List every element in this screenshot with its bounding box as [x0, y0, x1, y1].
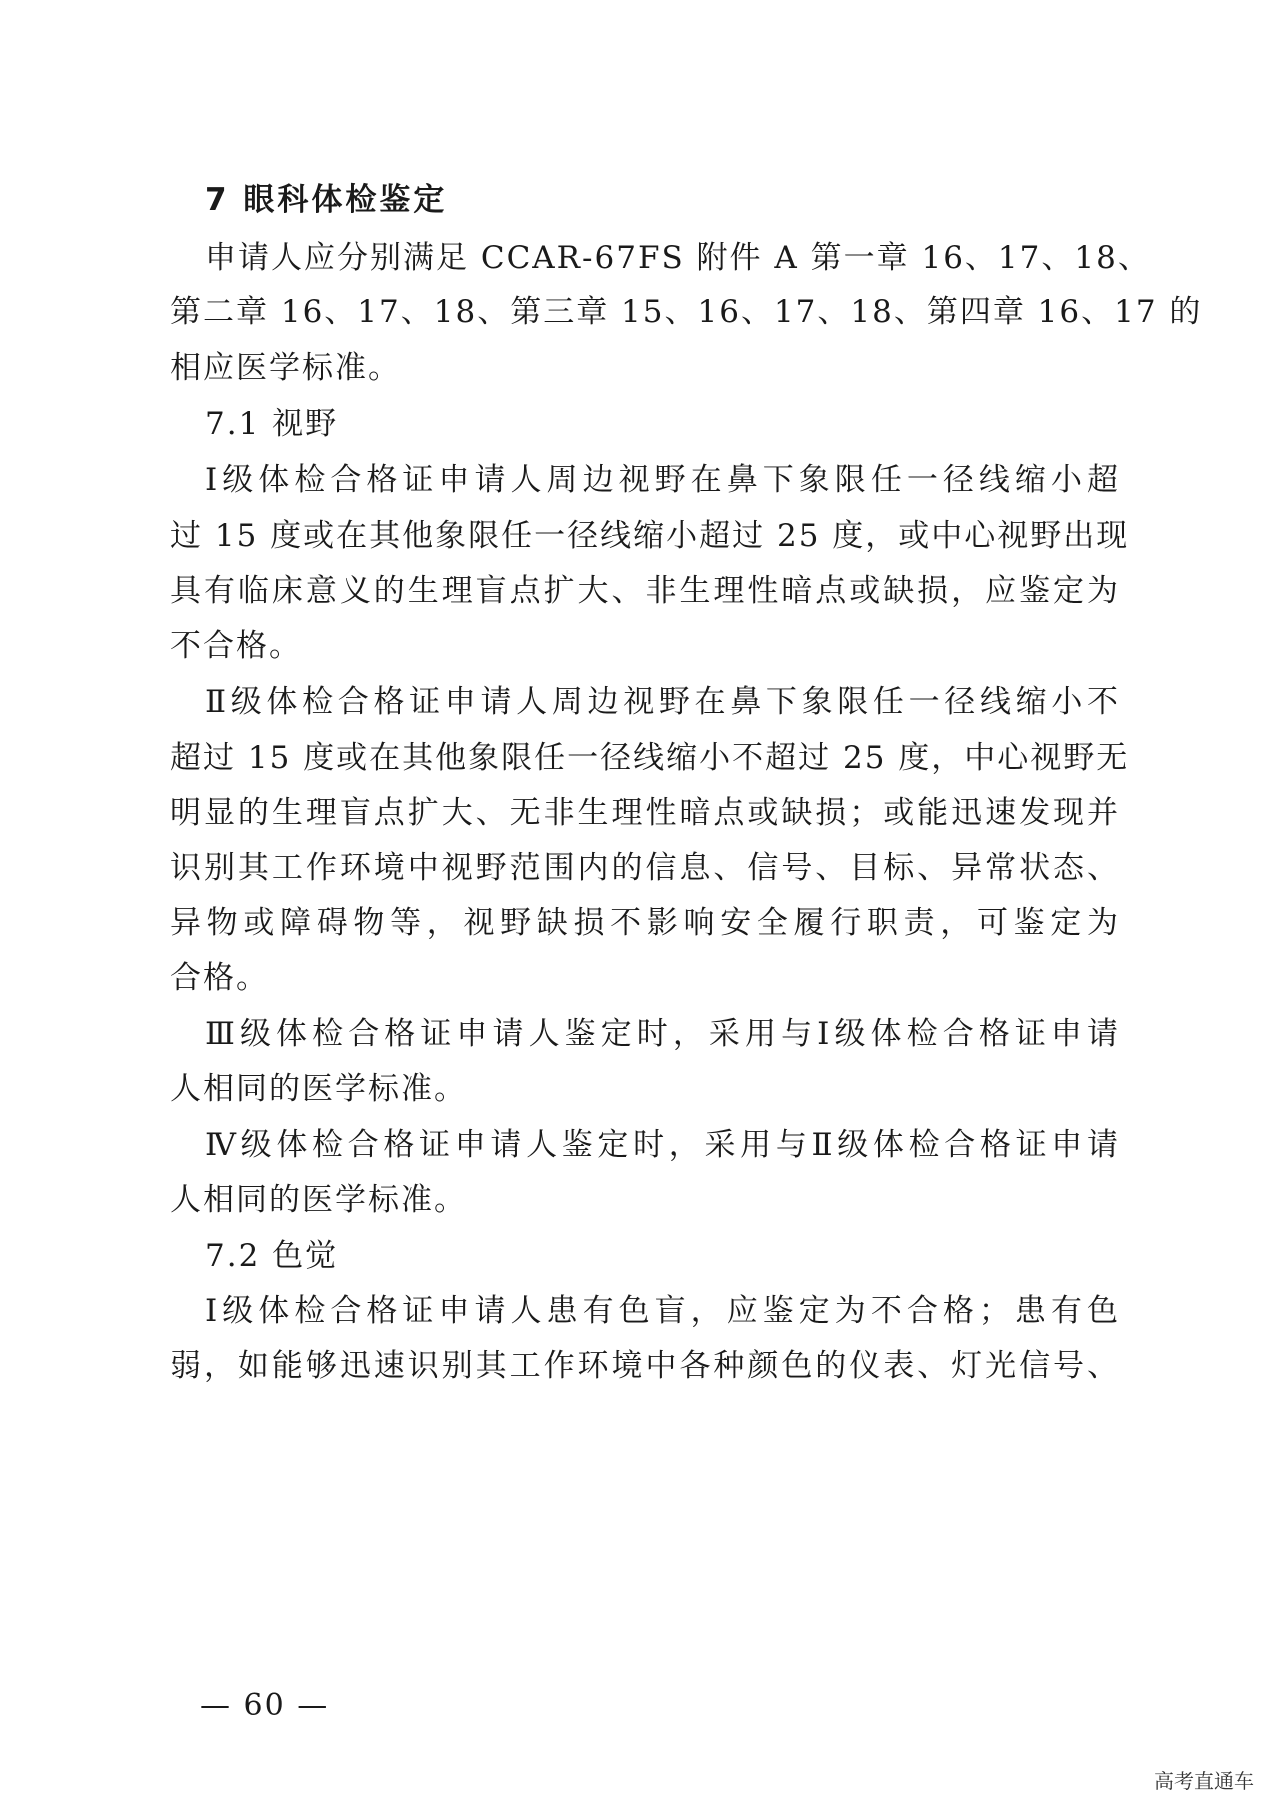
- p1-line-1: Ⅰ级体检合格证申请人周边视野在鼻下象限任一径线缩小超: [205, 462, 1120, 498]
- page-number: — 60 —: [200, 1688, 330, 1723]
- p4-line-2: 人相同的医学标准。: [170, 1182, 467, 1218]
- section-title: 7 眼科体检鉴定: [205, 182, 448, 218]
- p2-line-5: 异物或障碍物等，视野缺损不影响安全履行职责，可鉴定为: [170, 905, 1120, 941]
- intro-line-2: 第二章 16、17、18、第三章 15、16、17、18、第四章 16、17 的: [170, 294, 1203, 330]
- p2-line-1: Ⅱ级体检合格证申请人周边视野在鼻下象限任一径线缩小不: [205, 684, 1120, 720]
- p4-line-1: Ⅳ级体检合格证申请人鉴定时，采用与Ⅱ级体检合格证申请: [205, 1127, 1120, 1163]
- p1-line-4: 不合格。: [170, 628, 302, 664]
- subsection-title-color-vision: 7.2 色觉: [205, 1238, 339, 1274]
- intro-line-1: 申请人应分别满足 CCAR-67FS 附件 A 第一章 16、17、18、: [205, 240, 1151, 276]
- p2-line-3: 明显的生理盲点扩大、无非生理性暗点或缺损；或能迅速发现并: [170, 795, 1120, 831]
- p2-line-6: 合格。: [170, 960, 269, 996]
- p1-line-3: 具有临床意义的生理盲点扩大、非生理性暗点或缺损，应鉴定为: [170, 573, 1120, 609]
- intro-line-3: 相应医学标准。: [170, 350, 401, 386]
- subsection-title-visual-field: 7.1 视野: [205, 406, 339, 442]
- p2-line-2: 超过 15 度或在其他象限任一径线缩小不超过 25 度，中心视野无: [170, 740, 1130, 776]
- p2-line-4: 识别其工作环境中视野范围内的信息、信号、目标、异常状态、: [170, 850, 1120, 886]
- p1-line-2: 过 15 度或在其他象限任一径线缩小超过 25 度，或中心视野出现: [170, 518, 1130, 554]
- p5-line-2: 弱，如能够迅速识别其工作环境中各种颜色的仪表、灯光信号、: [170, 1348, 1120, 1384]
- watermark-logo-text: 高考直通车: [1150, 1763, 1258, 1796]
- p3-line-1: Ⅲ级体检合格证申请人鉴定时，采用与Ⅰ级体检合格证申请: [205, 1016, 1120, 1052]
- p5-line-1: Ⅰ级体检合格证申请人患有色盲，应鉴定为不合格；患有色: [205, 1293, 1120, 1329]
- p3-line-2: 人相同的医学标准。: [170, 1071, 467, 1107]
